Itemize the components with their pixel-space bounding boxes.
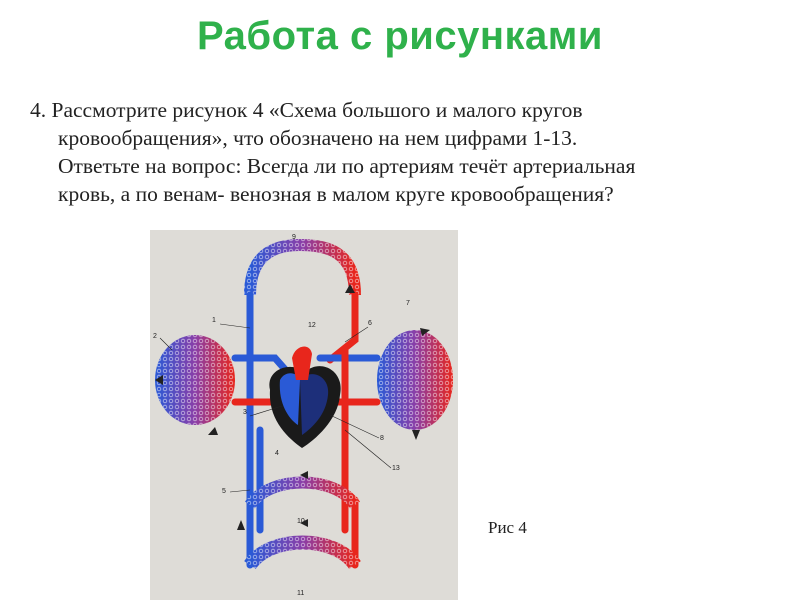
label-12: 12	[308, 322, 316, 329]
label-3: 3	[243, 409, 247, 416]
label-1: 1	[212, 317, 216, 324]
label-4: 4	[275, 450, 279, 457]
question-line-4: кровь, а по венам- венозная в малом круге кровообращения?	[58, 182, 614, 206]
slide-title: Работа с рисунками	[197, 14, 603, 58]
question-line-2: кровообращения», что обозначено на нем цифрами 1-13.	[58, 126, 578, 150]
capillary-bed-middle	[250, 483, 355, 506]
label-5: 5	[222, 488, 226, 495]
label-9: 9	[292, 234, 296, 241]
lung-right	[377, 330, 453, 430]
question-line-3: Ответьте на вопрос: Всегда ли по артериям течёт артериальная	[58, 154, 636, 178]
label-7: 7	[406, 300, 410, 307]
capillary-bed-top	[250, 245, 355, 295]
label-6: 6	[368, 320, 372, 327]
label-10: 10	[297, 518, 305, 525]
figure-caption: Рис 4	[488, 518, 527, 537]
question-line-1: 4. Рассмотрите рисунок 4 «Схема большого и малого кругов	[30, 98, 583, 122]
label-13: 13	[392, 465, 400, 472]
circulation-diagram	[150, 230, 458, 600]
label-2: 2	[153, 333, 157, 340]
capillary-bed-bottom	[250, 543, 355, 566]
question-text	[30, 96, 790, 208]
lung-left	[155, 335, 235, 425]
label-8: 8	[380, 435, 384, 442]
label-11: 11	[297, 590, 305, 597]
